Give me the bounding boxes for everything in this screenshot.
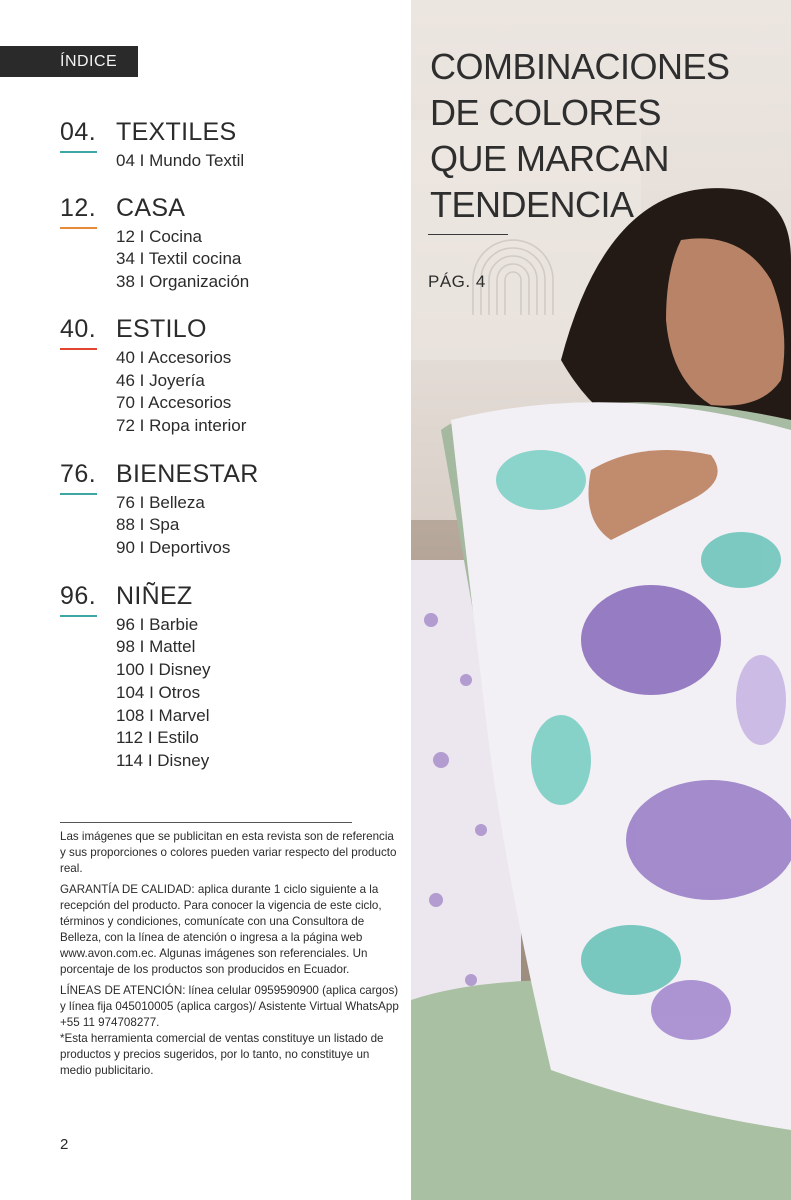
section-item[interactable]: 114 I Disney [116, 750, 210, 770]
fineprint-guarantee: GARANTÍA DE CALIDAD: aplica durante 1 ciclo siguiente a la recepción del producto. Para conocer la vigencia de este ciclo, términos y condiciones, comunícate con una Consultora de Belleza, con la línea de atención o ingresa a la página web www.avon.com.ec. Algunas imágenes son referenciales. Un porcentaje de los productos son producidos en Ecuador. [60, 883, 382, 976]
section-title: CASA [116, 193, 186, 222]
section-item[interactable]: 12 I Cocina [116, 226, 202, 246]
index-tab [0, 46, 138, 77]
section-number: 76. [60, 459, 97, 488]
section-title: TEXTILES [116, 118, 237, 146]
fineprint-divider [60, 822, 352, 823]
fineprint-disclaimer: Las imágenes que se publicitan en esta revista son de referencia y sus proporciones o colores pueden variar respecto del producto real. [60, 830, 397, 875]
section-item[interactable]: 104 I Otros [116, 682, 201, 702]
section-number: 96. [60, 581, 97, 610]
section-item[interactable]: 112 I Estilo [116, 728, 199, 748]
feature-headline[interactable] [430, 44, 750, 228]
section-underline [60, 151, 97, 153]
section-item[interactable]: 04 I Mundo Textil [116, 151, 245, 170]
section-item[interactable]: 100 I Disney [116, 660, 211, 680]
section-item[interactable]: 34 I Textil cocina [116, 249, 242, 269]
section-title: BIENESTAR [116, 459, 259, 488]
headline-line: QUE MARCAN [430, 138, 670, 179]
page-number: 2 [60, 1136, 69, 1153]
section-underline [60, 348, 97, 350]
section-item[interactable]: 90 I Deportivos [116, 538, 231, 558]
index-sections [60, 118, 400, 773]
fineprint-note: *Esta herramienta comercial de ventas constituye un listado de productos y precios sugeridos, por lo tanto, no constituye un medio publicitario. [60, 1032, 384, 1077]
section-item[interactable]: 98 I Mattel [116, 637, 196, 657]
section-number: 04. [60, 118, 97, 146]
section-title: NIÑEZ [116, 581, 193, 610]
section-item[interactable]: 88 I Spa [116, 515, 180, 535]
index-section-estilo[interactable] [60, 315, 400, 438]
index-tab-label: ÍNDICE [60, 52, 118, 70]
index-section-ninez[interactable] [60, 582, 400, 773]
fineprint [60, 829, 400, 1084]
section-item[interactable]: 96 I Barbie [116, 614, 199, 634]
section-number: 40. [60, 314, 97, 343]
section-underline [60, 227, 97, 229]
headline-page-ref[interactable]: PÁG. 4 [428, 272, 486, 291]
section-underline [60, 615, 97, 617]
section-item[interactable]: 72 I Ropa interior [116, 415, 247, 435]
headline-line: COMBINACIONES [430, 46, 730, 87]
section-item[interactable]: 46 I Joyería [116, 370, 205, 390]
index-section-casa[interactable] [60, 194, 400, 294]
headline-line: DE COLORES [430, 92, 662, 133]
headline-line: TENDENCIA [430, 184, 634, 225]
section-underline [60, 493, 97, 495]
section-title: ESTILO [116, 314, 207, 343]
section-item[interactable]: 70 I Accesorios [116, 393, 232, 413]
section-item[interactable]: 108 I Marvel [116, 705, 210, 725]
section-item[interactable]: 76 I Belleza [116, 492, 205, 512]
section-item[interactable]: 40 I Accesorios [116, 347, 232, 367]
fineprint-contact: LÍNEAS DE ATENCIÓN: línea celular 0959590900 (aplica cargos) y línea fija 045010005 (aplica cargos)/ Asistente Virtual WhatsApp +55 11 974708277. [60, 984, 399, 1029]
index-section-textiles[interactable] [60, 118, 400, 173]
section-number: 12. [60, 193, 97, 222]
index-section-bienestar[interactable] [60, 460, 400, 560]
section-item[interactable]: 38 I Organización [116, 272, 250, 292]
headline-divider [428, 234, 508, 235]
